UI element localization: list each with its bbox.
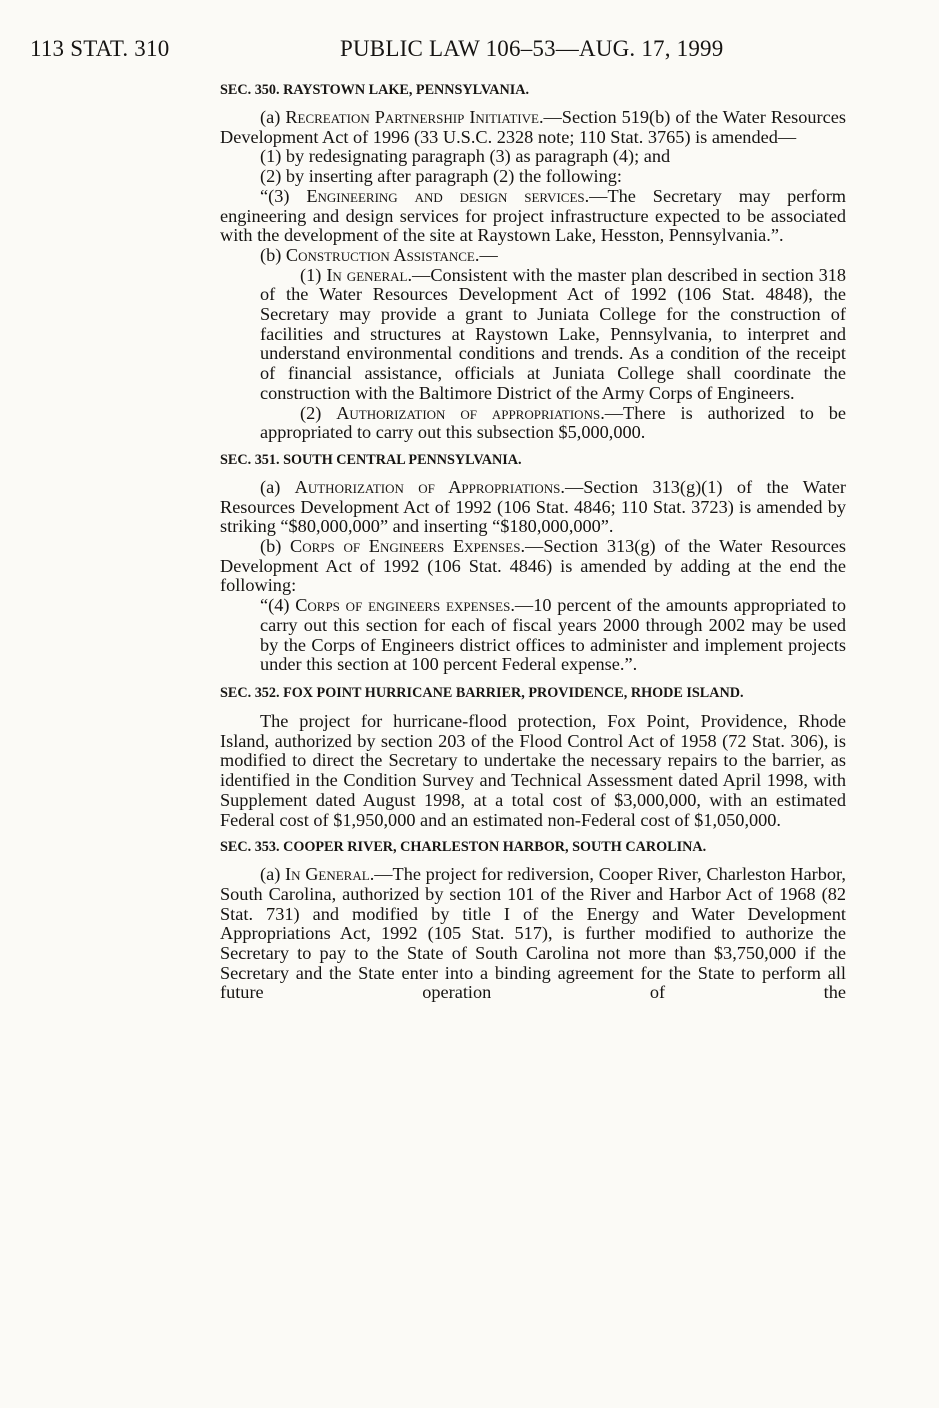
section-353-heading: SEC. 353. COOPER RIVER, CHARLESTON HARBOR, SOUTH CAROLINA. [220,839,707,856]
section-350-heading: SEC. 350. RAYSTOWN LAKE, PENNSYLVANIA. [220,82,530,98]
running-header [30,36,740,62]
sec351-quoted-para-4: “(4) Corps of engineers expenses.—10 percent of the amounts appropriated to carry out this section for each of fiscal years 2000 through 2002 may be used by the Corps of Engineers district offices to administer and implement projects under this section at 100 percent Federal expense.”. [260,595,846,675]
sec350-b-para-2: (2) Authorization of appropriations.—There is authorized to be appropriated to carry out this subsection $5,000,000. [260,402,846,443]
sec350-subsection-a: (a) Recreation Partnership Initiative.—Section 519(b) of the Water Resources Development Act of 1996 (33 U.S.C. 2328 note; 110 Stat. 3765) is amended— [220,107,846,147]
section-351-heading: SEC. 351. SOUTH CENTRAL PENNSYLVANIA. [220,451,522,468]
sec350-quoted-para-3: “(3) Engineering and design services.—The Secretary may perform engineering and design services for project infrastructure expected to be associated with the development of the site at Raystown Lake, Hesston, Pennsylvania.”. [220,185,846,246]
sec353-subsection-a: (a) In General.—The project for rediversion, Cooper River, Charleston Harbor, South Carolina, authorized by section 101 of the River and Harbor Act of 1968 (82 Stat. 731) and modified by title I of the Energy and Water Development Appropriations Act, 1992 (105 Stat. 517), is further modified to authorize the Secretary to pay to the State of South Carolina not more than $3,750,000 if the Secretary and the State enter into a binding agreement for the State to perform all future operation of the [220,864,846,1003]
law-reference: PUBLIC LAW 106–53—AUG. 17, 1999 [340,36,724,61]
body-text [220,82,846,1003]
section-352-heading: SEC. 352. FOX POINT HURRICANE BARRIER, PROVIDENCE, RHODE ISLAND. [220,684,744,701]
sec351-subsection-a: (a) Authorization of Appropriations.—Section 313(g)(1) of the Water Resources Development Act of 1992 (106 Stat. 4846; 110 Stat. 3723) is amended by striking “$80,000,000” and inserting “$180,000,000”. [220,476,846,537]
sec352-text: The project for hurricane-flood protection, Fox Point, Providence, Rhode Island, authorized by section 203 of the Flood Control Act of 1958 (72 Stat. 306), is modified to direct the Secretary to undertake the necessary repairs to the barrier, as identified in the Condition Survey and Technical Assessment dated April 1998, with Supplement dated August 1998, at a total cost of $3,000,000, with an estimated Federal cost of $1,950,000 and an estimated non-Federal cost of $1,050,000. [220,710,846,830]
sec350-b-para-1: (1) In general.—Consistent with the master plan described in section 318 of the Water Resources Development Act of 1992 (106 Stat. 4848), the Secretary may provide a grant to Juniata College for the construction of facilities and structures at Raystown Lake, Pennsylvania, to interpret and understand environmental conditions and trends. As a condition of the receipt of financial assistance, officials at Juniata College shall coordinate the construction with the Baltimore District of the Army Corps of Engineers. [260,264,846,403]
page-reference: 113 STAT. 310 [30,36,170,61]
sec350-a-para-2: (2) by inserting after paragraph (2) the following: [260,166,622,187]
sec350-subsection-b: (b) Construction Assistance.— [260,244,498,265]
sec350-a-para-1: (1) by redesignating paragraph (3) as paragraph (4); and [260,146,671,167]
sec351-subsection-b: (b) Corps of Engineers Expenses.—Section 313(g) of the Water Resources Development Act of 1992 (106 Stat. 4846) is amended by adding at the end the following: [220,536,847,596]
